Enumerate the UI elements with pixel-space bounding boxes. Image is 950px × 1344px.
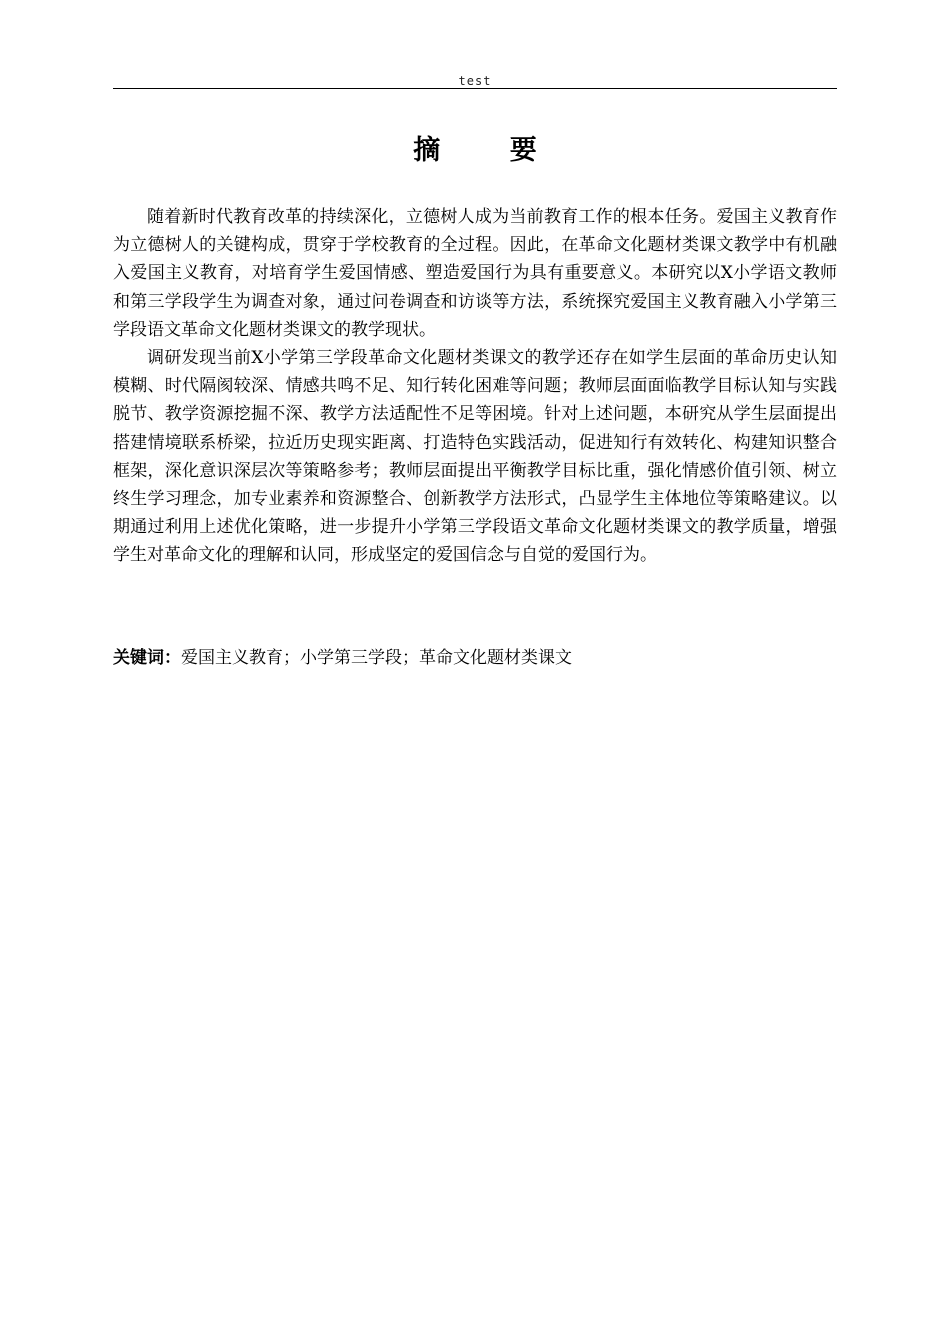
page-title: 摘 要: [413, 135, 567, 166]
abstract-paragraph-1: 随着新时代教育改革的持续深化，立德树人成为当前教育工作的根本任务。爱国主义教育作为立德树人的关键构成，贯穿于学校教育的全过程。因此，在革命文化题材类课文教学中有机融入爱国主义教育，对培育学生爱国情感、塑造爱国行为具有重要意义。本研究以X小学语文教师和第三学段学生为调查对象，通过问卷调查和访谈等方法，系统探究爱国主义教育融入小学第三学段语文革命文化题材类课文的教学现状。: [113, 207, 837, 340]
header-divider: [113, 88, 837, 89]
abstract-body: [113, 203, 837, 570]
abstract-paragraph-2: 调研发现当前X小学第三学段革命文化题材类课文的教学还存在如学生层面的革命历史认知模糊、时代隔阂较深、情感共鸣不足、知行转化困难等问题；教师层面面临教学目标认知与实践脱节、教学资源挖掘不深、教学方法适配性不足等困境。针对上述问题，本研究从学生层面提出搭建情境联系桥梁，拉近历史现实距离、打造特色实践活动，促进知行有效转化、构建知识整合框架，深化意识深层次等策略参考；教师层面提出平衡教学目标比重，强化情感价值引领、树立终生学习理念，加专业素养和资源整合、创新教学方法形式，凸显学生主体地位等策略建议。以期通过利用上述优化策略，进一步提升小学第三学段语文革命文化题材类课文的教学质量，增强学生对革命文化的理解和认同，形成坚定的爱国信念与自觉的爱国行为。: [113, 348, 837, 566]
keywords-label: 关键词：: [113, 648, 181, 668]
keywords-value: 爱国主义教育；小学第三学段；革命文化题材类课文: [181, 648, 572, 668]
keywords-line: [113, 644, 837, 672]
running-header: test: [458, 74, 492, 88]
